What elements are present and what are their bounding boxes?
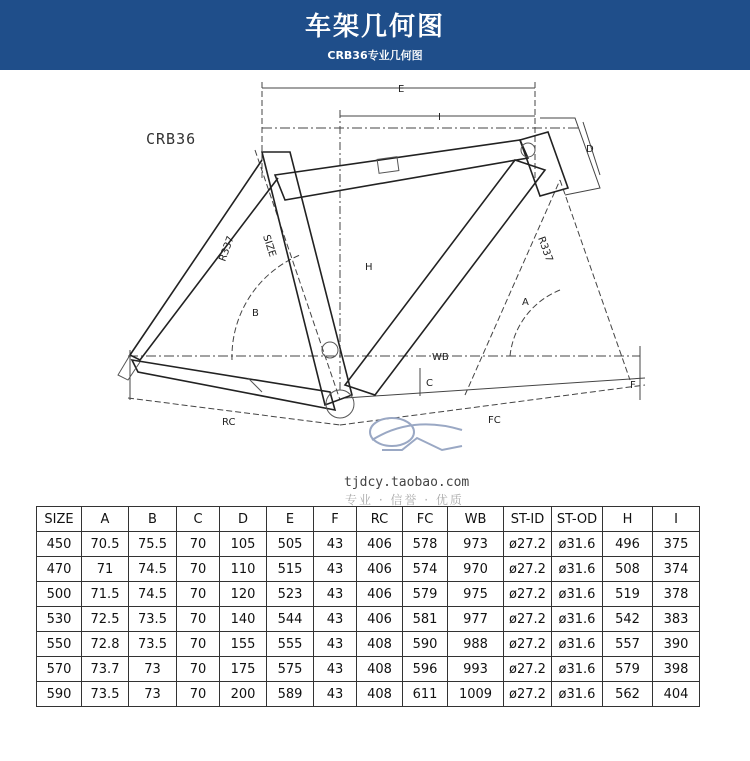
dim-label-b: B (252, 308, 259, 319)
table-cell: 579 (603, 657, 653, 682)
table-cell: 550 (37, 632, 82, 657)
table-cell: ø27.2 (504, 632, 552, 657)
table-cell: 1009 (448, 682, 504, 707)
table-row (37, 657, 700, 682)
header-banner (0, 0, 750, 70)
table-cell: ø27.2 (504, 682, 552, 707)
table-row (37, 682, 700, 707)
table-cell: 398 (653, 657, 700, 682)
table-cell: ø31.6 (552, 607, 603, 632)
table-cell: 470 (37, 557, 82, 582)
table-cell: 43 (314, 657, 357, 682)
column-header: I (653, 507, 700, 532)
table-cell: 408 (357, 657, 403, 682)
table-cell: 570 (37, 657, 82, 682)
table-cell: 408 (357, 632, 403, 657)
table-cell: 590 (403, 632, 448, 657)
dim-label-size: SIZE (260, 233, 278, 259)
table-cell: 71 (82, 557, 129, 582)
table-cell: 175 (220, 657, 267, 682)
table-cell: 70.5 (82, 532, 129, 557)
dim-label-fc: FC (488, 415, 501, 426)
column-header: WB (448, 507, 504, 532)
table-cell: 508 (603, 557, 653, 582)
table-cell: 408 (357, 682, 403, 707)
table-cell: 72.8 (82, 632, 129, 657)
table-cell: 590 (37, 682, 82, 707)
table-cell: 43 (314, 532, 357, 557)
table-cell: 70 (177, 582, 220, 607)
table-cell: 970 (448, 557, 504, 582)
column-header: C (177, 507, 220, 532)
table-cell: 562 (603, 682, 653, 707)
table-cell: 406 (357, 532, 403, 557)
dim-label-d: D (586, 144, 594, 155)
watermark-tagline: 专业 · 信誉 · 优质 (345, 493, 464, 507)
table-cell: ø27.2 (504, 657, 552, 682)
table-cell: 70 (177, 632, 220, 657)
column-header: E (267, 507, 314, 532)
table-cell: 375 (653, 532, 700, 557)
table-cell: 977 (448, 607, 504, 632)
table-cell: ø31.6 (552, 532, 603, 557)
dim-label-e: E (398, 84, 405, 95)
table-cell: 581 (403, 607, 448, 632)
table-cell: 43 (314, 682, 357, 707)
table-cell: 515 (267, 557, 314, 582)
table-cell: 378 (653, 582, 700, 607)
column-header: D (220, 507, 267, 532)
table-header-row (37, 507, 700, 532)
table-cell: 120 (220, 582, 267, 607)
table-cell: 450 (37, 532, 82, 557)
table-row (37, 532, 700, 557)
table-cell: 155 (220, 632, 267, 657)
column-header: SIZE (37, 507, 82, 532)
page-title: 车架几何图 (304, 12, 445, 42)
column-header: FC (403, 507, 448, 532)
watermark-url: tjdcy.taobao.com (344, 475, 470, 490)
table-cell: 73.5 (129, 607, 177, 632)
column-header: RC (357, 507, 403, 532)
table-cell: 975 (448, 582, 504, 607)
page-subtitle: CRB36专业几何图 (327, 49, 423, 62)
table-cell: 579 (403, 582, 448, 607)
table-cell: 519 (603, 582, 653, 607)
table-cell: 530 (37, 607, 82, 632)
table-row (37, 557, 700, 582)
table-cell: ø27.2 (504, 557, 552, 582)
table-cell: 544 (267, 607, 314, 632)
table-cell: ø31.6 (552, 582, 603, 607)
table-cell: ø31.6 (552, 682, 603, 707)
dim-label-i: I (438, 112, 441, 123)
table-cell: 390 (653, 632, 700, 657)
table-cell: 574 (403, 557, 448, 582)
table-cell: 505 (267, 532, 314, 557)
column-header: F (314, 507, 357, 532)
table-cell: 542 (603, 607, 653, 632)
table-cell: 75.5 (129, 532, 177, 557)
table-cell: 406 (357, 582, 403, 607)
table-cell: 110 (220, 557, 267, 582)
dim-label-rc: RC (222, 417, 236, 428)
table-cell: 140 (220, 607, 267, 632)
column-header: ST-OD (552, 507, 603, 532)
table-cell: 73 (129, 657, 177, 682)
table-cell: 43 (314, 607, 357, 632)
table-cell: 70 (177, 557, 220, 582)
table-cell: 70 (177, 532, 220, 557)
table-cell: 70 (177, 607, 220, 632)
table-cell: ø27.2 (504, 532, 552, 557)
table-cell: ø31.6 (552, 557, 603, 582)
table-cell: 73 (129, 682, 177, 707)
table-cell: 383 (653, 607, 700, 632)
table-cell: 43 (314, 582, 357, 607)
table-cell: 555 (267, 632, 314, 657)
table-cell: 557 (603, 632, 653, 657)
table-cell: 404 (653, 682, 700, 707)
dim-label-h: H (365, 262, 373, 273)
dim-label-wb: WB (432, 352, 449, 363)
table-cell: 988 (448, 632, 504, 657)
table-cell: 575 (267, 657, 314, 682)
table-cell: 406 (357, 557, 403, 582)
table-cell: 73.5 (129, 632, 177, 657)
table-cell: 523 (267, 582, 314, 607)
table-row (37, 607, 700, 632)
geometry-table (36, 506, 700, 707)
column-header: H (603, 507, 653, 532)
table-cell: 43 (314, 632, 357, 657)
table-cell: 496 (603, 532, 653, 557)
table-cell: 200 (220, 682, 267, 707)
table-cell: 578 (403, 532, 448, 557)
table-cell: 374 (653, 557, 700, 582)
table-cell: 72.5 (82, 607, 129, 632)
dim-label-r337-left: R337 (217, 234, 237, 264)
table-cell: 70 (177, 682, 220, 707)
column-header: B (129, 507, 177, 532)
table-cell: 993 (448, 657, 504, 682)
table-cell: 74.5 (129, 557, 177, 582)
table-cell: 71.5 (82, 582, 129, 607)
dim-label-r337-right: R337 (535, 235, 555, 264)
column-header: ST-ID (504, 507, 552, 532)
table-cell: ø27.2 (504, 607, 552, 632)
frame-model-label: CRB36 (146, 130, 197, 148)
shop-logo-icon (362, 410, 472, 466)
table-cell: 43 (314, 557, 357, 582)
table-cell: 596 (403, 657, 448, 682)
table-row (37, 582, 700, 607)
table-row (37, 632, 700, 657)
table-cell: ø27.2 (504, 582, 552, 607)
dim-label-f: F (630, 380, 636, 391)
table-cell: ø31.6 (552, 632, 603, 657)
table-cell: 973 (448, 532, 504, 557)
table-body (37, 532, 700, 707)
table-cell: 73.7 (82, 657, 129, 682)
table-cell: 73.5 (82, 682, 129, 707)
table-cell: 74.5 (129, 582, 177, 607)
table-cell: 589 (267, 682, 314, 707)
dim-label-a: A (522, 297, 529, 308)
table-cell: 500 (37, 582, 82, 607)
table-cell: 611 (403, 682, 448, 707)
column-header: A (82, 507, 129, 532)
table-cell: 105 (220, 532, 267, 557)
table-cell: 406 (357, 607, 403, 632)
dim-label-c: C (426, 378, 433, 389)
table-cell: 70 (177, 657, 220, 682)
table-cell: ø31.6 (552, 657, 603, 682)
